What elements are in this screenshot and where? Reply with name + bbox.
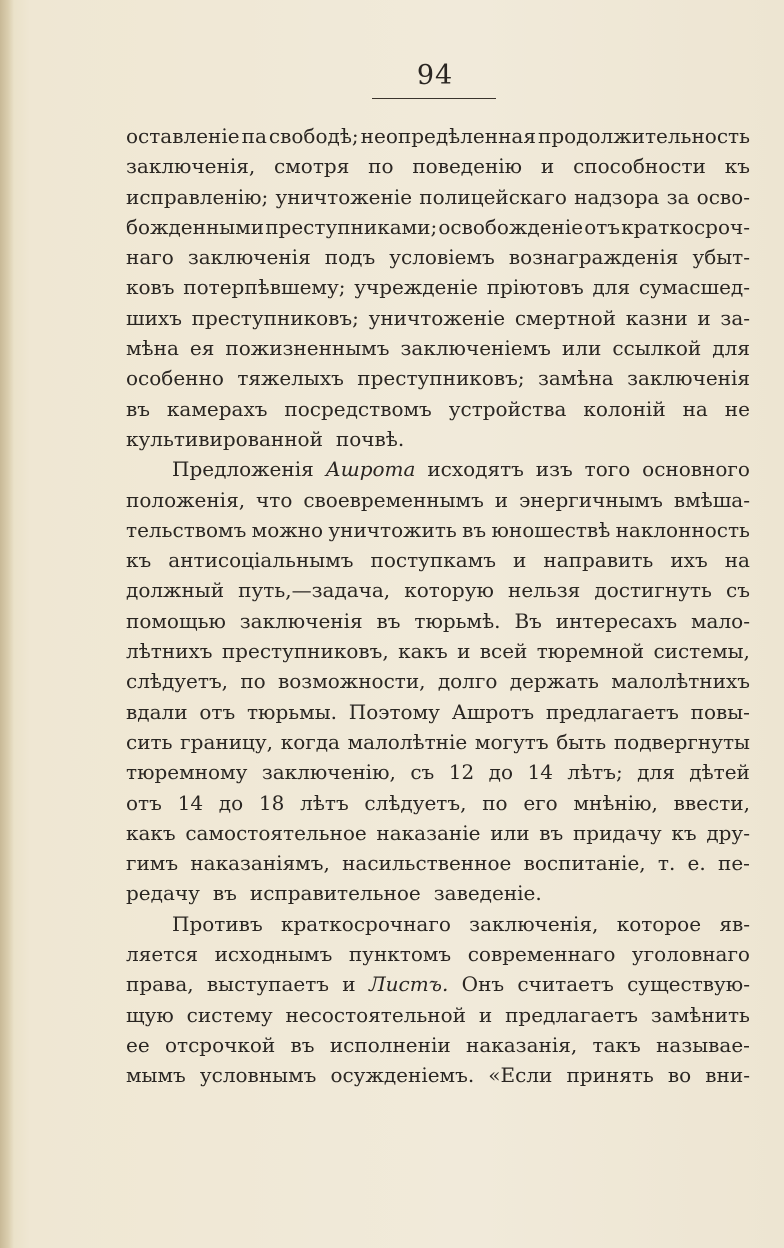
word: для	[712, 336, 750, 361]
word: направить	[543, 548, 654, 573]
word: того	[584, 457, 631, 482]
word: вознагражденія	[508, 245, 679, 270]
word: надзора	[574, 184, 660, 209]
word: па	[241, 124, 267, 148]
word: убыт-	[692, 245, 750, 270]
word: Противъ	[172, 911, 263, 936]
word: камерахъ	[166, 396, 268, 421]
word: достигнуть	[594, 578, 712, 603]
word: слѣдуетъ,	[364, 790, 467, 815]
word: учрежденіе	[354, 275, 478, 300]
word: «Если	[488, 1063, 553, 1088]
text-line	[126, 666, 750, 696]
text-line	[126, 151, 750, 181]
word: наказанія,	[466, 1032, 578, 1057]
word: въ	[462, 517, 487, 542]
word: въ	[539, 820, 564, 845]
word: краткосрочнаго	[280, 911, 451, 936]
word: оставленіе	[126, 124, 240, 148]
word: по	[482, 790, 508, 815]
word: тюрьмы.	[246, 699, 337, 724]
word: могутъ	[474, 729, 549, 754]
word: для	[592, 275, 631, 300]
word: возможности,	[278, 669, 426, 694]
word: лѣтнихъ	[126, 639, 213, 664]
text-line	[126, 636, 750, 666]
header-rule	[372, 98, 496, 99]
word: заключенія	[239, 608, 363, 633]
word: наго	[126, 245, 174, 270]
word: особенно	[126, 366, 224, 391]
word: на	[724, 548, 750, 573]
word: до	[488, 760, 514, 785]
word: мало-	[690, 608, 750, 633]
word: не	[724, 396, 750, 421]
word: преступниковъ,	[221, 639, 389, 664]
word: мѣна	[126, 336, 179, 361]
text-line	[126, 969, 750, 999]
body-text	[126, 121, 750, 1091]
word: въ	[212, 881, 237, 906]
word: осво-	[696, 184, 750, 209]
word: предлагаетъ	[545, 699, 679, 724]
text-line	[126, 303, 750, 333]
word: основного	[642, 457, 750, 482]
word: заключеніемъ	[400, 336, 551, 361]
word: системы,	[653, 639, 750, 664]
word: ихъ	[670, 548, 708, 573]
text-line	[126, 333, 750, 363]
word: способности	[573, 154, 706, 179]
text-line	[126, 424, 750, 454]
text-line	[126, 606, 750, 636]
word: къ	[671, 820, 697, 845]
text-line	[126, 1000, 750, 1030]
text-line	[126, 363, 750, 393]
word: держать	[509, 669, 599, 694]
word: отсрочкой	[164, 1032, 276, 1057]
word: малолѣтнихъ	[611, 669, 750, 694]
word: дѣтей	[689, 760, 750, 785]
word: преступниковъ;	[191, 305, 359, 330]
word: повы-	[690, 699, 750, 724]
word: путь,—задача,	[238, 578, 391, 603]
word: е.	[687, 851, 706, 876]
word: пожизненнымъ	[225, 336, 390, 361]
word: преступниками;	[265, 214, 438, 239]
word: ее	[126, 1032, 150, 1057]
text-line	[126, 545, 750, 575]
word: заключенія	[187, 245, 311, 270]
text-line	[126, 727, 750, 757]
word: смертной	[514, 305, 616, 330]
word: къ	[724, 154, 750, 179]
word: исходнымъ	[214, 942, 333, 967]
word: ляется	[126, 942, 199, 967]
text-line	[126, 182, 750, 212]
word: уничтоженіе	[368, 305, 506, 330]
word: продолжительность	[537, 124, 750, 148]
word: Ашротъ	[451, 699, 535, 724]
word: и	[513, 548, 527, 573]
word: воспитаніе,	[523, 851, 646, 876]
word: должный	[126, 578, 225, 603]
word: выступаетъ	[206, 972, 329, 997]
word: долго	[437, 669, 498, 694]
word: его	[523, 790, 558, 815]
word: подъ	[324, 245, 376, 270]
word: тельствомъ	[126, 517, 247, 542]
text-line	[126, 212, 750, 242]
word: которое	[616, 911, 702, 936]
word: 14	[177, 790, 204, 815]
word: заключенія,	[126, 154, 256, 179]
text-line	[126, 242, 750, 272]
word: смотря	[274, 154, 350, 179]
word: нельзя	[508, 578, 581, 603]
word: 18	[258, 790, 285, 815]
word: гимъ	[126, 851, 179, 876]
word: краткосроч-	[621, 214, 750, 239]
word: отъ	[199, 699, 236, 724]
word: условнымъ	[199, 1063, 317, 1088]
word: съ	[726, 578, 750, 603]
word: которую	[404, 578, 494, 603]
word: энергичнымъ	[519, 487, 663, 512]
word: т.	[657, 851, 676, 876]
word: несостоятельной	[285, 1002, 466, 1027]
word: наклонность	[615, 517, 750, 542]
word: какъ	[126, 820, 176, 845]
word: когда	[280, 729, 340, 754]
word: преступниковъ;	[357, 366, 525, 391]
word: антисоціальнымъ	[168, 548, 354, 573]
word: редачу	[126, 881, 200, 906]
text-line	[126, 485, 750, 515]
word: по	[368, 154, 394, 179]
word: 14	[527, 760, 553, 785]
word: почвѣ.	[335, 426, 405, 451]
word: положенія,	[126, 487, 246, 512]
word: что	[256, 487, 293, 512]
word: и	[342, 972, 356, 997]
text-line	[126, 515, 750, 545]
word: ея	[189, 336, 215, 361]
word: заключенію,	[261, 760, 396, 785]
word: въ	[290, 1032, 315, 1057]
word: границу,	[180, 729, 274, 754]
word: божденными	[126, 214, 265, 239]
text-line	[126, 878, 750, 908]
word: насильственное	[342, 851, 512, 876]
word: замѣна	[538, 366, 614, 391]
word: свободѣ;	[268, 124, 359, 148]
word: освобожденіе	[438, 214, 584, 239]
italic-name: Листъ.	[368, 972, 449, 997]
text-line	[126, 575, 750, 605]
text-line	[126, 121, 750, 151]
word: замѣнить	[650, 1002, 750, 1027]
word: отъ	[584, 214, 621, 239]
word: поведенію	[412, 154, 523, 179]
word: ввести,	[673, 790, 750, 815]
word: принять	[566, 1063, 654, 1088]
word: юношествѣ	[491, 517, 611, 542]
word: для	[637, 760, 675, 785]
word: пунктомъ	[348, 942, 452, 967]
word: изъ	[535, 457, 573, 482]
text-line	[126, 272, 750, 302]
word: и	[697, 305, 711, 330]
word: самостоятельное	[185, 820, 367, 845]
word: права,	[126, 972, 194, 997]
word: 12	[448, 760, 475, 785]
word: за	[666, 184, 690, 209]
word: Предложенія	[172, 457, 314, 482]
word: какъ	[398, 639, 448, 664]
word: на	[682, 396, 708, 421]
word: вдали	[126, 699, 188, 724]
word: придачу	[572, 820, 662, 845]
word: казни	[625, 305, 688, 330]
word: такъ	[592, 1032, 641, 1057]
word: Поэтому	[348, 699, 440, 724]
text-line	[126, 1060, 750, 1090]
word: поступкамъ	[370, 548, 496, 573]
word: потерпѣвшему;	[183, 275, 346, 300]
text-line	[126, 939, 750, 969]
word: систему	[186, 1002, 273, 1027]
word: за-	[720, 305, 750, 330]
word: въ	[126, 396, 150, 421]
word: мымъ	[126, 1063, 186, 1088]
word: уголовнаго	[631, 942, 750, 967]
word: заключенія	[627, 366, 750, 391]
word: исходятъ	[427, 457, 524, 482]
word: и	[540, 154, 555, 179]
word: заведеніе.	[433, 881, 542, 906]
italic-name: Ашрота	[325, 457, 416, 482]
word: пріютовъ	[486, 275, 584, 300]
word: Въ	[514, 608, 542, 633]
word: неопредѣленная	[360, 124, 536, 148]
word: колоній	[583, 396, 666, 421]
word: ссылкой	[612, 336, 702, 361]
word: вни-	[705, 1063, 750, 1088]
text-line	[126, 697, 750, 727]
word: во	[667, 1063, 692, 1088]
word: интересахъ	[555, 608, 678, 633]
page-spine-shadow	[0, 0, 14, 1248]
word: полицейскаго	[419, 184, 567, 209]
word: мнѣнію,	[573, 790, 658, 815]
word: въ	[376, 608, 401, 633]
word: своевременнымъ	[303, 487, 484, 512]
word: наказаніямъ,	[190, 851, 330, 876]
word: или	[490, 820, 530, 845]
word: исполненіи	[329, 1032, 451, 1057]
word: малолѣтніе	[347, 729, 468, 754]
word: и	[494, 487, 509, 512]
word: наказаніе	[376, 820, 481, 845]
word: считаетъ	[517, 972, 614, 997]
text-line	[126, 1030, 750, 1060]
word: всей	[479, 639, 528, 664]
word: условіемъ	[389, 245, 495, 270]
word: существую-	[627, 972, 750, 997]
word: ковъ	[126, 275, 175, 300]
word: предлагаетъ	[505, 1002, 639, 1027]
word: щую	[126, 1002, 174, 1027]
word: помощью	[126, 608, 226, 633]
word: тюремной	[536, 639, 645, 664]
word: до	[218, 790, 244, 815]
word: подвергнуты	[613, 729, 750, 754]
word: культивированной	[126, 426, 323, 451]
word: и	[457, 639, 471, 664]
word: уничтоженіе	[275, 184, 413, 209]
word: шихъ	[126, 305, 182, 330]
text-line	[126, 848, 750, 878]
word: вмѣша-	[673, 487, 750, 512]
word: съ	[410, 760, 435, 785]
word: и	[478, 1002, 493, 1027]
word: тюремному	[126, 760, 248, 785]
word: или	[561, 336, 602, 361]
word: отъ	[126, 790, 162, 815]
page-number: 94	[416, 60, 454, 91]
word: исправительное	[249, 881, 421, 906]
word: называе-	[656, 1032, 750, 1057]
word: посредствомъ	[284, 396, 432, 421]
text-line	[126, 394, 750, 424]
word: сить	[126, 729, 173, 754]
word: уничтожить	[328, 517, 457, 542]
word: устройства	[448, 396, 567, 421]
word: быть	[556, 729, 607, 754]
text-line	[126, 909, 750, 939]
word: слѣдуетъ,	[126, 669, 229, 694]
word: современнаго	[467, 942, 616, 967]
text-line	[126, 454, 750, 484]
word: яв-	[719, 911, 750, 936]
text-line	[126, 788, 750, 818]
text-line	[126, 757, 750, 787]
word: къ	[126, 548, 152, 573]
word: осужденіемъ.	[330, 1063, 475, 1088]
text-line	[126, 818, 750, 848]
word: заключенія,	[469, 911, 599, 936]
word: лѣтъ	[300, 790, 349, 815]
word: исправленію;	[126, 184, 269, 209]
word: тюрьмѣ.	[414, 608, 501, 633]
word: можно	[251, 517, 324, 542]
word: лѣтъ;	[567, 760, 623, 785]
word: тяжелыхъ	[237, 366, 344, 391]
word: дру-	[706, 820, 750, 845]
word: Онъ	[461, 972, 505, 997]
word: сумасшед-	[638, 275, 750, 300]
word: по	[240, 669, 266, 694]
word: пе-	[717, 851, 750, 876]
